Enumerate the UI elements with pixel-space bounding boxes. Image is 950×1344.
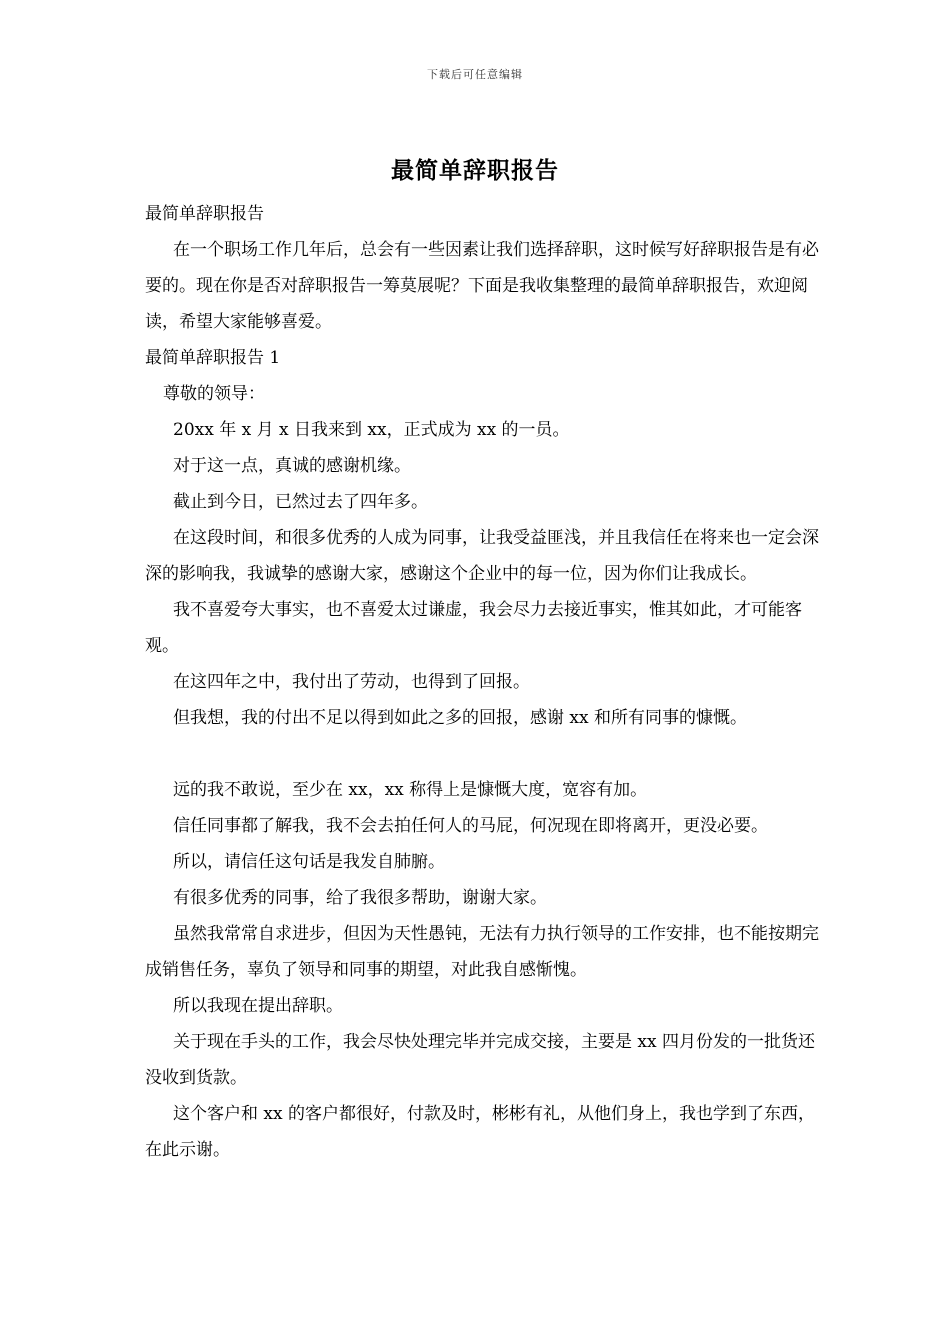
paragraph: 在一个职场工作几年后，总会有一些因素让我们选择辞职，这时候写好辞职报告是有必要的。现在你是否对辞职报告一筹莫展呢？下面是我收集整理的最简单辞职报告，欢迎阅读，希望大家能够喜爱。 <box>145 240 819 332</box>
paragraph: 但我想，我的付出不足以得到如此之多的回报，感谢 xx 和所有同事的慷慨。 <box>173 708 747 728</box>
paragraph: 尊敬的领导： <box>163 384 265 404</box>
blank-line <box>145 736 820 772</box>
paragraph: 截止到今日，已然过去了四年多。 <box>173 492 428 512</box>
paragraph: 在这四年之中，我付出了劳动，也得到了回报。 <box>173 672 530 692</box>
paragraph: 有很多优秀的同事，给了我很多帮助，谢谢大家。 <box>173 888 547 908</box>
paragraph: 虽然我常常自求进步，但因为天性愚钝，无法有力执行领导的工作安排，也不能按期完成销售任务，辜负了领导和同事的期望，对此我自感惭愧。 <box>145 924 819 980</box>
paragraph: 所以我现在提出辞职。 <box>173 996 343 1016</box>
paragraph: 远的我不敢说，至少在 xx，xx 称得上是慷慨大度，宽容有加。 <box>173 780 648 800</box>
paragraph: 我不喜爱夸大事实，也不喜爱太过谦虚，我会尽力去接近事实，惟其如此，才可能客观。 <box>145 600 802 656</box>
paragraph: 最简单辞职报告 1 <box>145 348 281 368</box>
document-body <box>145 196 820 1168</box>
paragraph: 最简单辞职报告 <box>145 204 264 224</box>
paragraph: 在这段时间，和很多优秀的人成为同事，让我受益匪浅，并且我信任在将来也一定会深深的影响我，我诚挚的感谢大家，感谢这个企业中的每一位，因为你们让我成长。 <box>145 528 819 584</box>
paragraph: 关于现在手头的工作，我会尽快处理完毕并完成交接，主要是 xx 四月份发的一批货还没收到货款。 <box>145 1032 815 1088</box>
paragraph: 所以，请信任这句话是我发自肺腑。 <box>173 852 445 872</box>
paragraph: 信任同事都了解我，我不会去拍任何人的马屁，何况现在即将离开，更没必要。 <box>173 816 768 836</box>
header-note: 下载后可任意编辑 <box>427 68 523 81</box>
paragraph: 这个客户和 xx 的客户都很好，付款及时，彬彬有礼，从他们身上，我也学到了东西，在此示谢。 <box>145 1104 815 1160</box>
document-title: 最简单辞职报告 <box>391 157 559 184</box>
paragraph: 对于这一点，真诚的感谢机缘。 <box>173 456 411 476</box>
paragraph: 20xx 年 x 月 x 日我来到 xx，正式成为 xx 的一员。 <box>173 420 570 440</box>
